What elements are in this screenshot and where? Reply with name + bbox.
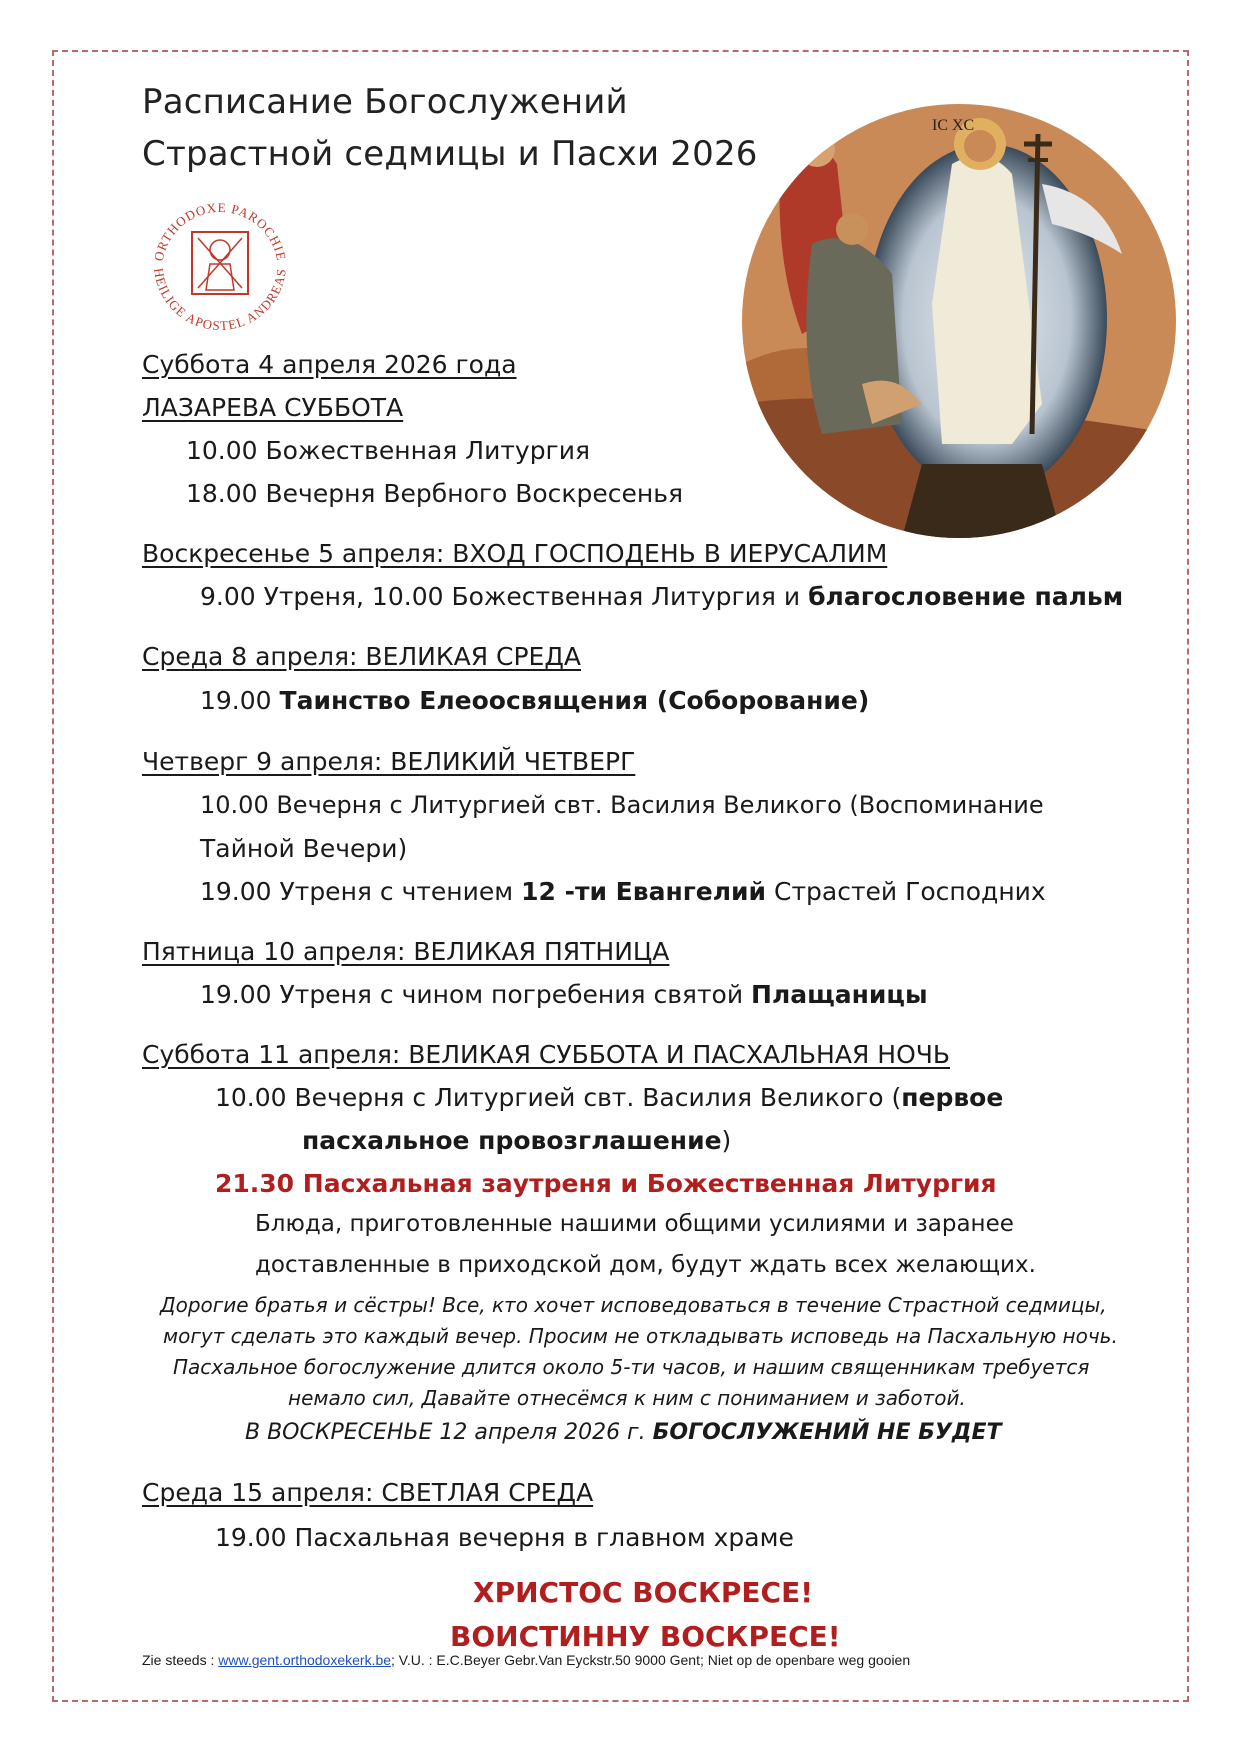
icon-inscription: IC XC bbox=[932, 117, 975, 134]
footer-suffix: ; V.U. : E.C.Beyer Gebr.Van Eyckstr.50 9000 Gent; Niet op de openbare weg gooien bbox=[391, 1652, 911, 1668]
greeting-line-2: ВОИСТИННУ ВОСКРЕСЕ! bbox=[450, 1620, 841, 1653]
parish-logo bbox=[140, 186, 300, 346]
sat11-italic-4: немало сил, Давайте отнесёмся к ним с пониманием и заботой. bbox=[288, 1386, 966, 1410]
sat4-item-2: 18.00 Вечерня Вербного Воскресенья bbox=[186, 479, 684, 508]
sat4-header-feast: ЛАЗАРЕВА СУББОТА bbox=[142, 393, 404, 422]
greeting-line-1: ХРИСТОС ВОСКРЕСЕ! bbox=[473, 1576, 813, 1609]
wed15-item: 19.00 Пасхальная вечерня в главном храме bbox=[215, 1523, 794, 1552]
logo-text-top: ORTHODOXE PAROCHIE bbox=[150, 199, 290, 263]
sat11-italic-2: могут сделать это каждый вечер. Просим не откладывать исповедь на Пасхальную ночь. bbox=[163, 1324, 1118, 1348]
footer-website-link[interactable]: www.gent.orthodoxekerk.be bbox=[218, 1652, 392, 1668]
resurrection-icon-image bbox=[742, 104, 1176, 538]
wed15-header: Среда 15 апреля: СВЕТЛАЯ СРЕДА bbox=[142, 1478, 594, 1507]
fri10-item: 19.00 Утреня с чином погребения святой Плащаницы bbox=[200, 980, 928, 1009]
sat11-header: Суббота 11 апреля: ВЕЛИКАЯ СУББОТА И ПАСХАЛЬНАЯ НОЧЬ bbox=[142, 1040, 951, 1069]
sat11-item-1-line-2: пасхальное провозглашение) bbox=[302, 1126, 732, 1155]
logo-text-bottom: HEILIGE APOSTEL ANDREAS bbox=[151, 266, 289, 334]
sat11-note-2: доставленные в приходской дом, будут ждать всех желающих. bbox=[255, 1252, 1036, 1278]
thu9-header: Четверг 9 апреля: ВЕЛИКИЙ ЧЕТВЕРГ bbox=[142, 747, 636, 776]
sat4-item-1: 10.00 Божественная Литургия bbox=[186, 436, 590, 465]
sun5-item: 9.00 Утреня, 10.00 Божественная Литургия и благословение пальм bbox=[200, 582, 1124, 611]
title-line-1: Расписание Богослужений bbox=[142, 82, 628, 122]
sat11-italic-1: Дорогие братья и сёстры! Все, кто хочет исповедоваться в течение Страстной седмицы, bbox=[160, 1293, 1107, 1317]
wed8-header: Среда 8 апреля: ВЕЛИКАЯ СРЕДА bbox=[142, 642, 581, 671]
svg-text:HEILIGE APOSTEL ANDREAS bbox=[151, 267, 289, 333]
thu9-item-1-line-2: Тайной Вечери) bbox=[200, 834, 408, 863]
footer bbox=[142, 1652, 910, 1668]
thu9-item-1-line-1: 10.00 Вечерня с Литургией свт. Василия Великого (Воспоминание bbox=[200, 791, 1044, 819]
sat11-item-2: 21.30 Пасхальная заутреня и Божественная Литургия bbox=[215, 1169, 997, 1198]
sat11-italic-3: Пасхальное богослужение длится около 5-ти часов, и нашим священникам требуется bbox=[173, 1355, 1090, 1379]
sat4-header-date: Суббота 4 апреля 2026 года bbox=[142, 350, 517, 379]
wed8-item: 19.00 Таинство Елеоосвящения (Соборование) bbox=[200, 686, 870, 715]
title-line-2: Страстной седмицы и Пасхи 2026 bbox=[142, 134, 758, 174]
thu9-item-2: 19.00 Утреня с чтением 12 -ти Евангелий Страстей Господних bbox=[200, 877, 1046, 906]
sat11-item-1-line-1: 10.00 Вечерня с Литургией свт. Василия Великого (первое bbox=[215, 1083, 1004, 1112]
fri10-header: Пятница 10 апреля: ВЕЛИКАЯ ПЯТНИЦА bbox=[142, 937, 670, 966]
no-service-notice: В ВОСКРЕСЕНЬЕ 12 апреля 2026 г. БОГОСЛУЖЕНИЙ НЕ БУДЕТ bbox=[245, 1420, 1002, 1445]
footer-prefix: Zie steeds : bbox=[142, 1652, 219, 1668]
sun5-header: Воскресенье 5 апреля: ВХОД ГОСПОДЕНЬ В ИЕРУСАЛИМ bbox=[142, 539, 888, 568]
sat11-note-1: Блюда, приготовленные нашими общими усилиями и заранее bbox=[255, 1211, 1014, 1237]
